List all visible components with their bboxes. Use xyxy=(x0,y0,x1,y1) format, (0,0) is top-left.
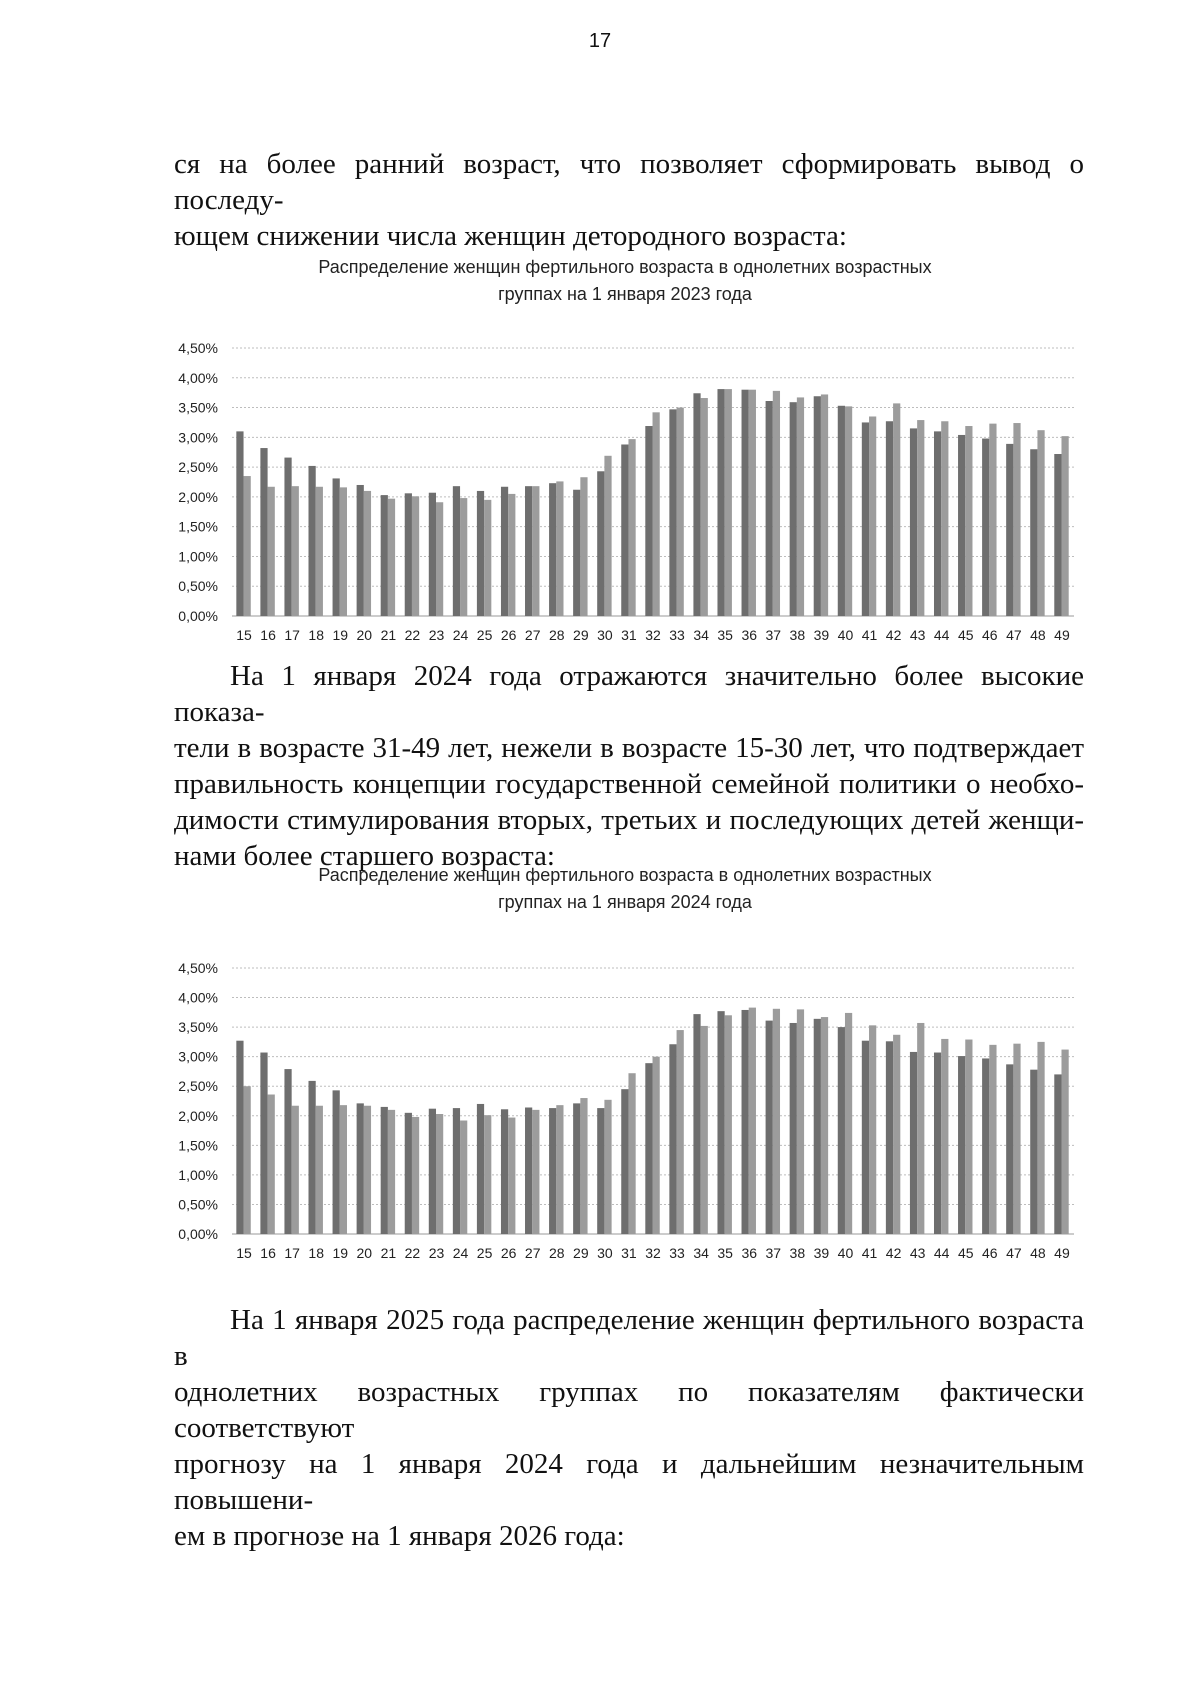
x-tick-label: 27 xyxy=(524,1245,541,1261)
x-tick-label: 40 xyxy=(837,627,854,643)
y-tick-label: 3,50% xyxy=(178,1019,218,1036)
x-tick-label: 32 xyxy=(645,627,661,643)
x-tick-label: 44 xyxy=(933,627,950,643)
y-tick-label: 3,50% xyxy=(178,399,218,416)
x-tick-label: 33 xyxy=(669,627,685,643)
x-tick-label: 35 xyxy=(717,1245,733,1261)
paragraph-2 xyxy=(174,658,1084,874)
bar-buryatia xyxy=(429,493,436,616)
bar-buryatia xyxy=(862,422,869,616)
bar-russia xyxy=(1061,436,1068,616)
x-tick-label: 33 xyxy=(669,1245,685,1261)
x-tick-label: 15 xyxy=(236,1245,252,1261)
bar-buryatia xyxy=(669,409,676,616)
bar-buryatia xyxy=(1006,1064,1013,1234)
bar-buryatia xyxy=(501,487,508,616)
bar-russia xyxy=(388,499,395,616)
paragraph-line: На 1 января 2025 года распределение женщин фертильного возраста в xyxy=(174,1304,1084,1372)
x-tick-label: 39 xyxy=(813,627,830,643)
bar-buryatia xyxy=(645,426,652,616)
y-tick-label: 2,50% xyxy=(178,459,218,476)
x-tick-label: 18 xyxy=(308,1245,324,1261)
x-tick-label: 17 xyxy=(284,1245,300,1261)
bar-buryatia xyxy=(477,491,484,616)
bar-buryatia xyxy=(284,1069,291,1234)
x-tick-label: 36 xyxy=(741,627,758,643)
bar-russia xyxy=(965,426,972,616)
x-tick-label: 43 xyxy=(909,627,926,643)
bar-buryatia xyxy=(260,1053,267,1234)
bar-russia xyxy=(749,1008,756,1234)
x-tick-label: 42 xyxy=(885,627,902,643)
bar-russia xyxy=(292,1106,299,1234)
bar-buryatia xyxy=(236,431,243,616)
bar-russia xyxy=(677,408,684,616)
y-tick-label: 0,50% xyxy=(178,1196,218,1213)
bar-russia xyxy=(580,1098,587,1234)
bar-russia xyxy=(821,1017,828,1234)
bar-buryatia xyxy=(405,1113,412,1234)
x-tick-label: 30 xyxy=(597,1245,613,1261)
bar-russia xyxy=(653,1057,660,1234)
bar-buryatia xyxy=(309,1081,316,1234)
bar-russia xyxy=(244,1086,251,1234)
bar-buryatia xyxy=(453,1108,460,1234)
x-tick-label: 32 xyxy=(645,1245,661,1261)
bar-russia xyxy=(989,424,996,616)
x-tick-label: 48 xyxy=(1030,627,1046,643)
x-tick-label: 18 xyxy=(308,627,324,643)
bar-buryatia xyxy=(766,1021,773,1234)
bar-buryatia xyxy=(621,444,628,616)
bar-buryatia xyxy=(429,1109,436,1234)
bar-russia xyxy=(292,486,299,616)
bar-russia xyxy=(628,439,635,616)
bar-russia xyxy=(821,394,828,616)
bar-russia xyxy=(941,421,948,616)
x-tick-label: 44 xyxy=(933,1245,950,1261)
bar-buryatia xyxy=(742,390,749,616)
bar-buryatia xyxy=(717,1011,724,1234)
bar-buryatia xyxy=(934,1053,941,1234)
bar-buryatia xyxy=(982,1058,989,1234)
x-tick-label: 22 xyxy=(404,1245,421,1261)
bar-buryatia xyxy=(886,421,893,616)
y-tick-label: 4,50% xyxy=(178,340,218,356)
x-tick-label: 25 xyxy=(476,1245,493,1261)
bar-russia xyxy=(268,487,275,616)
bar-russia xyxy=(1037,1042,1044,1234)
bar-buryatia xyxy=(477,1104,484,1234)
bar-russia xyxy=(556,1105,563,1234)
bar-buryatia xyxy=(525,486,532,616)
bar-buryatia xyxy=(357,1103,364,1234)
y-tick-label: 2,00% xyxy=(178,1107,218,1124)
bar-russia xyxy=(532,486,539,616)
chart-title-line: Распределение женщин фертильного возраста в однолетних возрастных xyxy=(318,865,932,885)
x-tick-label: 29 xyxy=(573,1245,589,1261)
bar-russia xyxy=(484,500,491,616)
y-tick-label: 0,00% xyxy=(178,608,218,624)
bar-russia xyxy=(316,487,323,616)
bar-buryatia xyxy=(597,471,604,616)
paragraph-line: ем в прогнозе на 1 января 2026 года: xyxy=(174,1520,625,1552)
bar-russia xyxy=(701,1026,708,1234)
bar-russia xyxy=(989,1045,996,1234)
bar-buryatia xyxy=(357,485,364,616)
page-number: 17 xyxy=(588,30,612,52)
x-tick-label: 27 xyxy=(524,627,541,643)
x-tick-label: 20 xyxy=(356,627,373,643)
bar-buryatia xyxy=(645,1063,652,1234)
bar-russia xyxy=(244,476,251,616)
y-tick-label: 3,00% xyxy=(178,429,218,446)
bar-buryatia xyxy=(1006,444,1013,616)
x-tick-label: 15 xyxy=(236,627,252,643)
bar-russia xyxy=(460,498,467,616)
bar-russia xyxy=(845,1013,852,1234)
x-tick-label: 17 xyxy=(284,627,300,643)
y-tick-label: 3,00% xyxy=(178,1048,218,1065)
bar-buryatia xyxy=(381,495,388,616)
bar-russia xyxy=(917,1023,924,1234)
bar-russia xyxy=(653,412,660,616)
bar-russia xyxy=(1013,423,1020,616)
bar-buryatia xyxy=(669,1044,676,1234)
bar-russia xyxy=(340,487,347,616)
bar-buryatia xyxy=(910,1052,917,1234)
bar-russia xyxy=(845,406,852,616)
bar-russia xyxy=(508,1118,515,1234)
bar-russia xyxy=(893,1035,900,1234)
bar-russia xyxy=(364,1106,371,1234)
x-tick-label: 46 xyxy=(982,1245,998,1261)
x-tick-label: 47 xyxy=(1006,1245,1022,1261)
y-tick-label: 2,00% xyxy=(178,488,218,505)
bar-russia xyxy=(917,420,924,616)
x-tick-label: 48 xyxy=(1030,1245,1046,1261)
bar-buryatia xyxy=(838,406,845,616)
bar-buryatia xyxy=(333,1090,340,1234)
x-tick-label: 39 xyxy=(813,1245,830,1261)
bar-russia xyxy=(580,477,587,616)
chart-2024 xyxy=(160,862,1090,1262)
bar-buryatia xyxy=(886,1041,893,1234)
x-tick-label: 23 xyxy=(428,627,445,643)
x-tick-label: 34 xyxy=(693,1245,709,1261)
bar-russia xyxy=(749,390,756,616)
bar-buryatia xyxy=(549,1108,556,1234)
x-tick-label: 43 xyxy=(909,1245,926,1261)
x-tick-label: 28 xyxy=(548,627,565,643)
x-tick-label: 37 xyxy=(765,1245,782,1261)
bar-russia xyxy=(532,1110,539,1234)
bar-buryatia xyxy=(333,478,340,616)
bar-russia xyxy=(460,1121,467,1234)
x-tick-label: 21 xyxy=(380,627,397,643)
bar-buryatia xyxy=(405,493,412,616)
bar-russia xyxy=(701,398,708,616)
x-tick-label: 16 xyxy=(260,1245,276,1261)
bar-buryatia xyxy=(501,1109,508,1234)
x-tick-label: 47 xyxy=(1006,627,1022,643)
bar-buryatia xyxy=(693,393,700,616)
bar-buryatia xyxy=(790,402,797,616)
x-tick-label: 19 xyxy=(332,627,349,643)
x-tick-label: 38 xyxy=(789,627,806,643)
bar-buryatia xyxy=(621,1089,628,1234)
bar-buryatia xyxy=(693,1014,700,1234)
bar-buryatia xyxy=(910,428,917,616)
bar-buryatia xyxy=(814,1019,821,1234)
x-tick-label: 31 xyxy=(621,627,637,643)
bar-buryatia xyxy=(1054,454,1061,616)
x-tick-label: 34 xyxy=(693,627,709,643)
paragraph-line: прогнозу на 1 января 2024 года и дальнейшим незначительным повышени- xyxy=(174,1448,1084,1516)
x-tick-label: 40 xyxy=(837,1245,854,1261)
x-tick-label: 35 xyxy=(717,627,733,643)
bar-buryatia xyxy=(766,401,773,616)
bar-russia xyxy=(797,397,804,616)
bar-russia xyxy=(797,1009,804,1234)
x-tick-label: 26 xyxy=(500,1245,517,1261)
bar-russia xyxy=(604,1100,611,1234)
bar-buryatia xyxy=(284,458,291,616)
bar-chart-2024 xyxy=(160,862,1090,1262)
paragraph-line: нами более старшего возраста: xyxy=(174,840,555,872)
y-tick-label: 0,50% xyxy=(178,578,218,595)
bar-buryatia xyxy=(814,396,821,616)
bar-buryatia xyxy=(453,486,460,616)
bar-buryatia xyxy=(236,1041,243,1234)
y-tick-label: 4,50% xyxy=(178,960,218,976)
bar-buryatia xyxy=(1030,1070,1037,1234)
x-tick-label: 41 xyxy=(861,627,878,643)
bar-russia xyxy=(268,1094,275,1234)
y-tick-label: 1,50% xyxy=(178,1137,218,1154)
paragraph-line: правильность концепции государственной семейной политики о необхо- xyxy=(174,768,1084,800)
x-tick-label: 16 xyxy=(260,627,276,643)
chart-title-line: группах на 1 января 2023 года xyxy=(498,284,752,304)
x-tick-label: 46 xyxy=(982,627,998,643)
bar-buryatia xyxy=(549,483,556,616)
x-tick-label: 45 xyxy=(957,1245,974,1261)
y-tick-label: 2,50% xyxy=(178,1078,218,1095)
bar-buryatia xyxy=(573,490,580,616)
bar-russia xyxy=(773,391,780,616)
x-tick-label: 28 xyxy=(548,1245,565,1261)
bar-buryatia xyxy=(1030,449,1037,616)
bar-buryatia xyxy=(790,1023,797,1234)
x-tick-label: 36 xyxy=(741,1245,758,1261)
chart-2023 xyxy=(160,254,1090,644)
y-tick-label: 4,00% xyxy=(178,989,218,1006)
x-tick-label: 22 xyxy=(404,627,421,643)
bar-russia xyxy=(677,1030,684,1234)
bar-russia xyxy=(508,494,515,616)
bar-russia xyxy=(965,1040,972,1234)
x-tick-label: 45 xyxy=(957,627,974,643)
bar-russia xyxy=(412,496,419,616)
paragraph-line: димости стимулирования вторых, третьих и последующих детей женщи- xyxy=(174,804,1084,836)
paragraph-1 xyxy=(174,146,1084,254)
x-tick-label: 49 xyxy=(1054,627,1070,643)
bar-buryatia xyxy=(381,1107,388,1234)
bar-buryatia xyxy=(573,1103,580,1234)
bar-russia xyxy=(893,403,900,616)
bar-russia xyxy=(436,502,443,616)
y-tick-label: 1,50% xyxy=(178,518,218,535)
x-tick-label: 38 xyxy=(789,1245,806,1261)
bar-buryatia xyxy=(838,1027,845,1234)
bar-russia xyxy=(412,1117,419,1234)
x-tick-label: 25 xyxy=(476,627,493,643)
x-tick-label: 31 xyxy=(621,1245,637,1261)
x-tick-label: 24 xyxy=(452,1245,469,1261)
chart-title-line: группах на 1 января 2024 года xyxy=(498,892,752,912)
x-tick-label: 21 xyxy=(380,1245,397,1261)
bar-russia xyxy=(556,481,563,616)
bar-buryatia xyxy=(958,1056,965,1234)
bar-buryatia xyxy=(982,439,989,616)
x-tick-label: 37 xyxy=(765,627,782,643)
bar-russia xyxy=(388,1110,395,1234)
x-tick-label: 23 xyxy=(428,1245,445,1261)
paragraph-line: ся на более ранний возраст, что позволяет сформировать вывод о последу- xyxy=(174,148,1084,216)
bar-russia xyxy=(941,1039,948,1234)
bar-russia xyxy=(364,491,371,616)
paragraph-line: тели в возрасте 31-49 лет, нежели в возрасте 15-30 лет, что подтверждает xyxy=(174,732,1084,764)
bar-buryatia xyxy=(597,1108,604,1234)
x-tick-label: 41 xyxy=(861,1245,878,1261)
x-tick-label: 24 xyxy=(452,627,469,643)
bar-buryatia xyxy=(717,389,724,616)
bar-buryatia xyxy=(742,1010,749,1234)
x-tick-label: 49 xyxy=(1054,1245,1070,1261)
bar-russia xyxy=(436,1114,443,1234)
x-tick-label: 29 xyxy=(573,627,589,643)
x-tick-label: 19 xyxy=(332,1245,349,1261)
paragraph-3 xyxy=(174,1302,1084,1554)
y-tick-label: 0,00% xyxy=(178,1226,218,1242)
bar-russia xyxy=(316,1106,323,1234)
x-tick-label: 26 xyxy=(500,627,517,643)
bar-buryatia xyxy=(309,466,316,616)
y-tick-label: 1,00% xyxy=(178,1166,218,1183)
paragraph-line: ющем снижении числа женщин детородного возраста: xyxy=(174,220,847,252)
y-tick-label: 1,00% xyxy=(178,548,218,565)
bar-russia xyxy=(484,1115,491,1234)
paragraph-line: На 1 января 2024 года отражаются значительно более высокие показа- xyxy=(174,660,1084,728)
bar-russia xyxy=(869,416,876,616)
bar-russia xyxy=(604,456,611,616)
bar-russia xyxy=(1013,1044,1020,1234)
x-tick-label: 20 xyxy=(356,1245,373,1261)
bar-russia xyxy=(725,389,732,616)
x-tick-label: 42 xyxy=(885,1245,902,1261)
x-tick-label: 30 xyxy=(597,627,613,643)
bar-buryatia xyxy=(525,1108,532,1234)
bar-russia xyxy=(1037,430,1044,616)
bar-russia xyxy=(869,1025,876,1234)
bar-buryatia xyxy=(260,448,267,616)
bar-russia xyxy=(340,1105,347,1234)
paragraph-line: однолетних возрастных группах по показателям фактически соответствуют xyxy=(174,1376,1084,1444)
bar-buryatia xyxy=(1054,1074,1061,1234)
y-tick-label: 4,00% xyxy=(178,369,218,386)
bar-russia xyxy=(773,1009,780,1234)
chart-title-line: Распределение женщин фертильного возраста в однолетних возрастных xyxy=(318,257,932,277)
bar-buryatia xyxy=(934,431,941,616)
bar-russia xyxy=(725,1015,732,1234)
bar-russia xyxy=(628,1073,635,1234)
bar-buryatia xyxy=(862,1041,869,1234)
bar-russia xyxy=(1061,1050,1068,1234)
bar-chart-2023 xyxy=(160,254,1090,644)
bar-buryatia xyxy=(958,435,965,616)
